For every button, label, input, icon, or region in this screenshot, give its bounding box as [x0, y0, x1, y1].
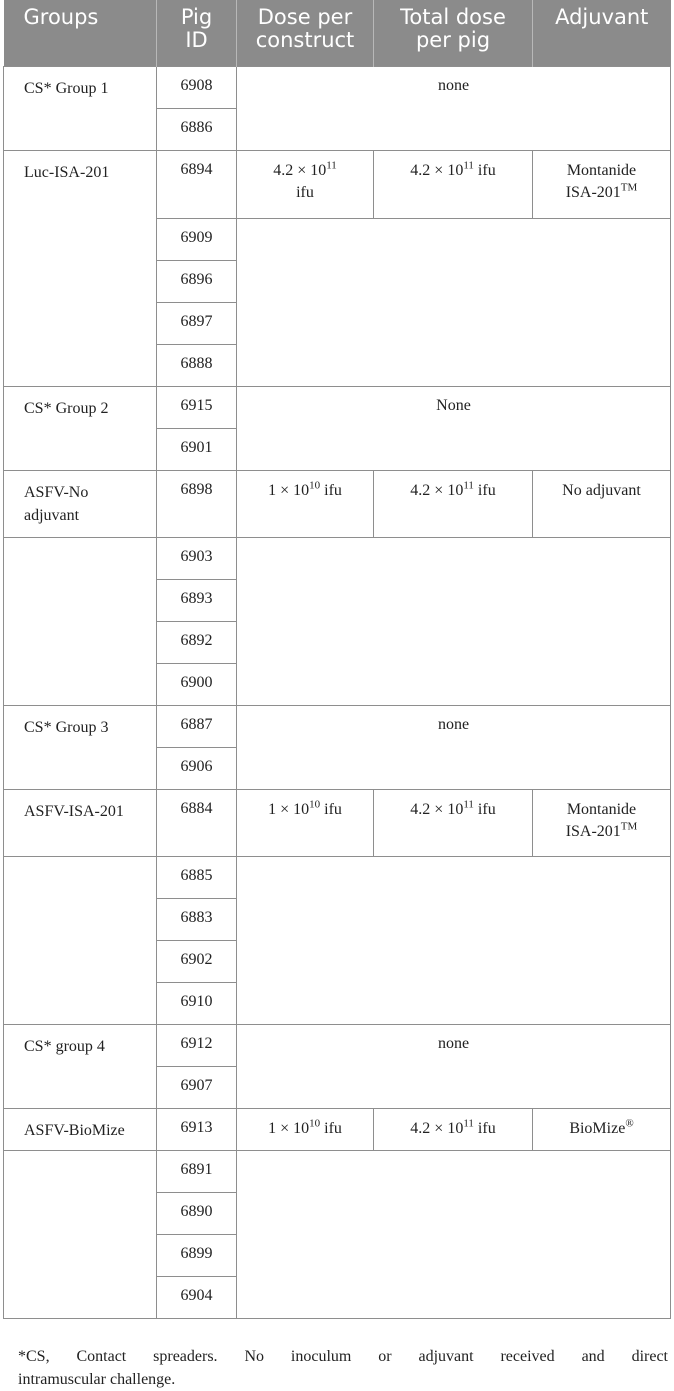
dose-base: 4.2 × 10	[273, 161, 327, 179]
table-row	[4, 856, 671, 898]
table-row	[4, 705, 671, 747]
group-cell: CS* Group 1	[4, 66, 157, 150]
header-adjuvant: Adjuvant	[533, 0, 671, 66]
group-cell: CS* Group 3	[4, 705, 157, 789]
pig-id-cell: 6894	[157, 150, 237, 218]
adjuvant-name: BioMize	[569, 1119, 626, 1137]
pig-id-cell: 6900	[157, 663, 237, 705]
header-pig-id-label: Pig ID	[180, 5, 213, 52]
dose-exp: 10	[309, 1117, 321, 1130]
pig-id-cell: 6891	[157, 1150, 237, 1192]
total-unit: ifu	[473, 800, 496, 818]
group-cell: CS* Group 2	[4, 386, 157, 470]
total-exp: 11	[463, 1117, 474, 1130]
pig-id-cell: 6888	[157, 344, 237, 386]
total-base: 4.2 × 10	[410, 1119, 464, 1137]
pig-id-cell: 6903	[157, 537, 237, 579]
adjuvant-line2: ISA-201	[565, 183, 621, 201]
group-cell: CS* group 4	[4, 1024, 157, 1108]
table-row	[4, 66, 671, 108]
dose-exp: 11	[326, 159, 337, 172]
adjuvant-line2: ISA-201	[565, 822, 621, 840]
total-base: 4.2 × 10	[410, 481, 464, 499]
dose-cell	[237, 789, 374, 856]
total-unit: ifu	[473, 1119, 496, 1137]
header-groups: Groups	[4, 0, 157, 66]
pig-id-cell: 6890	[157, 1192, 237, 1234]
table-row	[4, 789, 671, 856]
pig-id-cell: 6896	[157, 260, 237, 302]
empty-cell	[237, 1150, 671, 1318]
total-dose-cell	[374, 789, 533, 856]
empty-cell	[237, 856, 671, 1024]
empty-cell	[237, 537, 671, 705]
table-row	[4, 150, 671, 218]
dose-base: 1 × 10	[268, 800, 310, 818]
pig-id-cell: 6902	[157, 940, 237, 982]
group-cell: ASFV-ISA-201	[4, 789, 157, 856]
group-cell	[4, 470, 157, 537]
adjuvant-line1: Montanide	[566, 161, 637, 179]
pig-id-cell: 6913	[157, 1108, 237, 1150]
empty-group-cell	[4, 1150, 157, 1318]
pig-id-cell: 6886	[157, 108, 237, 150]
total-base: 4.2 × 10	[410, 161, 464, 179]
table-row	[4, 1150, 671, 1192]
dose-cell	[237, 150, 374, 218]
adjuvant-cell	[533, 789, 671, 856]
total-exp: 11	[463, 159, 474, 172]
total-unit: ifu	[473, 481, 496, 499]
total-dose-cell	[374, 1108, 533, 1150]
table-row	[4, 1024, 671, 1066]
pig-id-cell: 6909	[157, 218, 237, 260]
pig-id-cell: 6915	[157, 386, 237, 428]
dose-unit: ifu	[296, 183, 314, 201]
table-row	[4, 1108, 671, 1150]
pig-id-cell: 6892	[157, 621, 237, 663]
none-cell: none	[237, 1024, 671, 1108]
table-row	[4, 537, 671, 579]
dose-cell	[237, 470, 374, 537]
dose-base: 1 × 10	[268, 1119, 310, 1137]
header-dose-per-construct: Dose per construct	[237, 0, 374, 66]
group-cell: ASFV-BioMize	[4, 1108, 157, 1150]
pig-id-cell: 6910	[157, 982, 237, 1024]
adjuvant-sup: TM	[620, 820, 638, 833]
adjuvant-sup: ®	[625, 1117, 634, 1130]
pig-id-cell: 6885	[157, 856, 237, 898]
adjuvant-line1: Montanide	[566, 800, 637, 818]
pig-id-cell: 6907	[157, 1066, 237, 1108]
none-cell: none	[237, 705, 671, 789]
header-pig-id	[157, 0, 237, 66]
dose-cell	[237, 1108, 374, 1150]
adjuvant-sup: TM	[620, 181, 638, 194]
dose-exp: 10	[309, 798, 321, 811]
empty-group-cell	[4, 537, 157, 705]
pig-id-cell: 6897	[157, 302, 237, 344]
dose-unit: ifu	[320, 1119, 342, 1137]
pig-id-cell: 6883	[157, 898, 237, 940]
footnote-line2: intramuscular challenge.	[18, 1371, 176, 1388]
adjuvant-cell	[533, 1108, 671, 1150]
dose-unit: ifu	[320, 800, 342, 818]
table-row	[4, 386, 671, 428]
pig-id-cell: 6912	[157, 1024, 237, 1066]
pig-id-cell: 6898	[157, 470, 237, 537]
pig-id-cell: 6884	[157, 789, 237, 856]
pig-id-cell: 6904	[157, 1276, 237, 1318]
pig-groups-table	[3, 0, 671, 1319]
pig-id-cell: 6887	[157, 705, 237, 747]
dose-base: 1 × 10	[268, 481, 310, 499]
header-total-dose	[374, 0, 533, 66]
table-footnote	[18, 1345, 668, 1391]
pig-id-cell: 6899	[157, 1234, 237, 1276]
adjuvant-cell	[533, 150, 671, 218]
empty-group-cell	[4, 856, 157, 1024]
empty-cell	[237, 218, 671, 386]
total-exp: 11	[463, 479, 474, 492]
footnote-line1: *CS, Contact spreaders. No inoculum or adjuvant received and direct	[18, 1348, 668, 1365]
dose-unit: ifu	[320, 481, 342, 499]
group-line1: ASFV-No	[24, 483, 89, 501]
none-cell: none	[237, 66, 671, 150]
group-cell: Luc-ISA-201	[4, 150, 157, 386]
dose-exp: 10	[309, 479, 321, 492]
total-dose-cell	[374, 150, 533, 218]
group-line2: adjuvant	[24, 506, 80, 524]
pig-id-cell: 6901	[157, 428, 237, 470]
header-row	[4, 0, 671, 66]
pig-id-cell: 6908	[157, 66, 237, 108]
pig-id-cell: 6893	[157, 579, 237, 621]
total-unit: ifu	[473, 161, 496, 179]
total-base: 4.2 × 10	[410, 800, 464, 818]
total-dose-cell	[374, 470, 533, 537]
none-cell: None	[237, 386, 671, 470]
pig-id-cell: 6906	[157, 747, 237, 789]
header-total-dose-label: Total dose per pig	[400, 5, 506, 52]
total-exp: 11	[463, 798, 474, 811]
table-row	[4, 470, 671, 537]
adjuvant-cell: No adjuvant	[533, 470, 671, 537]
